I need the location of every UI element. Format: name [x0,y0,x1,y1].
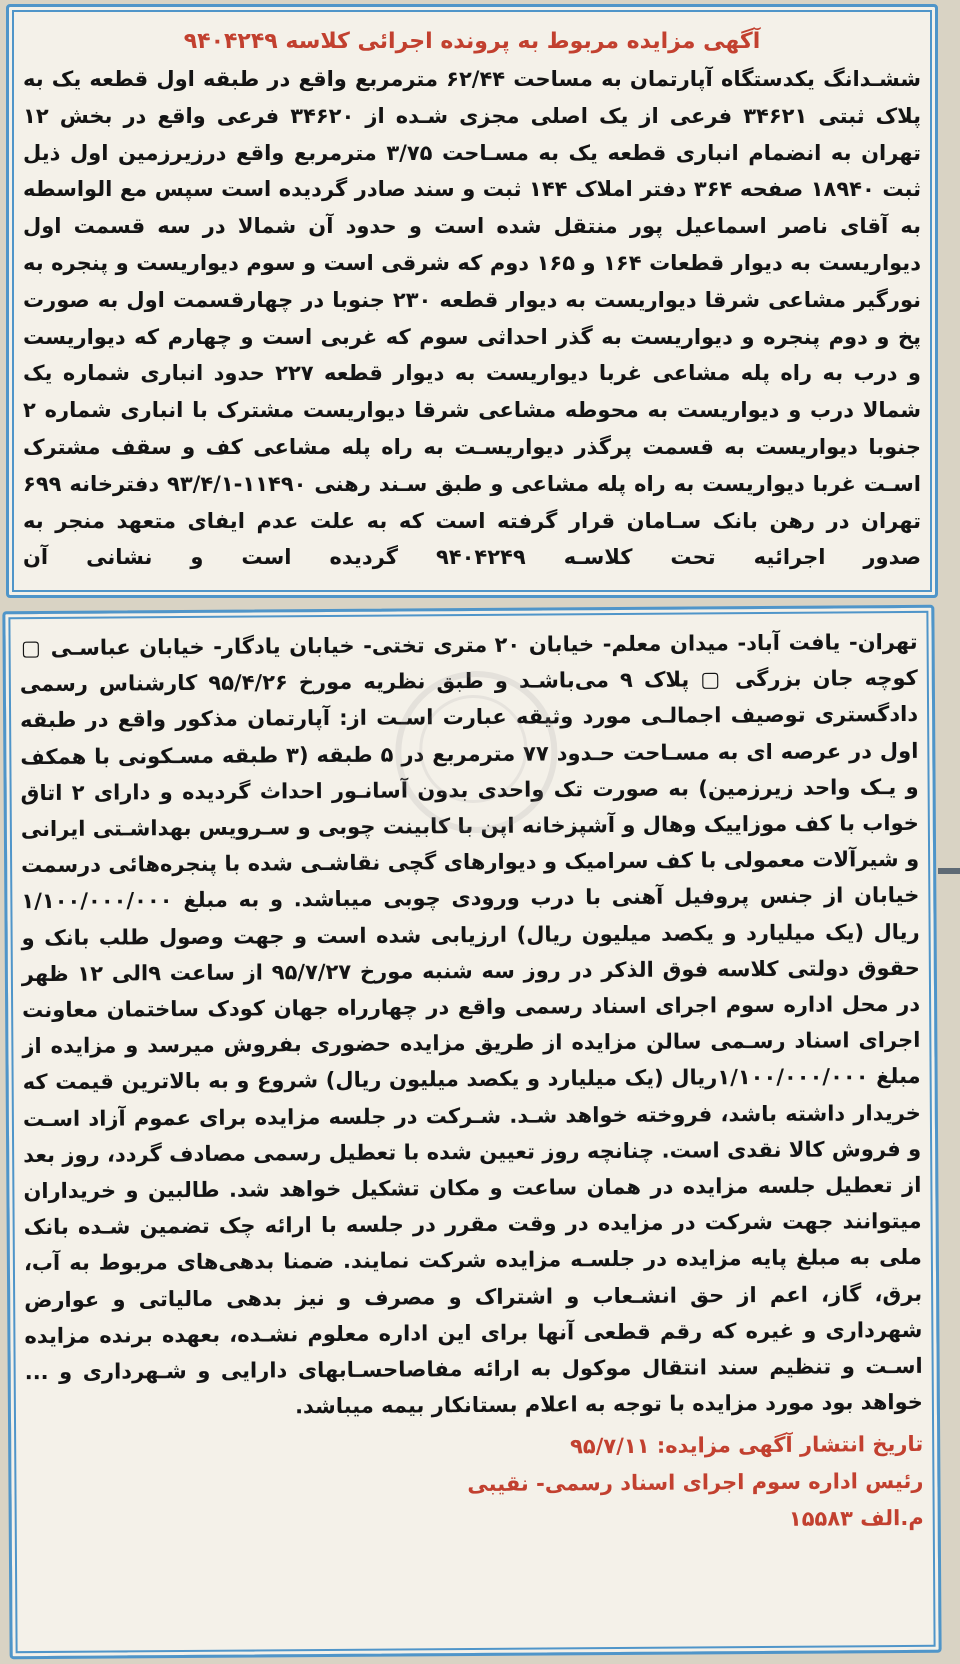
page-edge-mark [938,868,960,874]
notice-clipping-top [6,4,938,598]
notice-body-bottom: تهران- یافت آباد- میدان معلم- خیابان ۲۰ متری تختی- خیابان یادگار- خیابان عباسـی ▢ کوچه جان بزرگی ▢ پلاک ۹ می‌باشـد و طبق نظریه مورخ ۹۵/۴/۲۶ کارشناس رسمی دادگستری توصیف اجمالـی مورد وثیقه عبارت اسـت از: آپارتمان مذکور واقع در طبقه اول در عرصه ای به مسـاحت حـدود ۷۷ مترمربع در ۵ طبقه (۳ طبقه مسـکونی با همکف و یـک واحد زیرزمین) به صورت تک واحدی بدون آسانـور احداث گردیده و دارای ۲ اتاق خواب با کف موزاییک وهال و آشپزخانه اپن با کابینت چوبی و سـرویس بهداشـتی ایرانی و شیرآلات معمولی با کف سرامیک و دیوارهای گچی نقاشـی شده با پنجره‌هائی درسمت خیابان از جنس پروفیل آهنی با درب ورودی چوبی میباشد. و به مبلغ ۱/۱۰۰/۰۰۰/۰۰۰ ریال (یک میلیارد و یکصد میلیون ریال) ارزیابی شده است و جهت وصول طلب بانک و حقوق دولتی کلاسه فوق الذکر در روز سه شنبه مورخ ۹۵/۷/۲۷ از ساعت ۹الی ۱۲ ظهر در محل اداره سوم اجرای اسناد رسمی واقع در چهارراه جهان کودک ساختمان معاونت اجرای اسناد رسـمی سالن مزایده از طریق مزایده حضوری بفروش میرسد و مزایده از مبلغ ۱/۱۰۰/۰۰۰/۰۰۰ریال (یک میلیارد و یکصد میلیون ریال) شروع و به بالاترین قیمت که خریدار داشته باشد، فروخته خواهد شـد. شـرکت در جلسه مزایده برای عموم آزاد اسـت و فروش کالا نقدی است. چنانچه روز تعیین شده با تعطیل رسمی مصادف گردد، روز بعد از تعطیل جلسه مزایده در همان ساعت و مکان تشکیل خواهد شد. طالبین و خریداران میتوانند جهت شرکت در مزایده در وقت مقرر در جلسه با ارائه چک تضمین شـده بانک ملی به مبلغ پایه مزایده در جلسـه مزایده شرکت نمایند. ضمنا بدهی‌های مربوط به آب، برق، گاز، اعم از حق انشـعاب و اشتراک و مصرف و نیز بدهی مالیاتی و عوارض شهرداری و غیره که رقم قطعی آنها برای این اداره معلوم نشـده، بعهده برنده مزایده اسـت و تنظیم سند انتقال موکول به ارائه مفاصاحسـابهای دارایی و شـهرداری و ... خواهد بود مورد مزایده با توجه به اعلام بستانکار بیمه میباشد. [19,629,923,1419]
reference-code: م.الف ۱۵۵۸۳ [788,1506,924,1532]
publish-date: تاریخ انتشار آگهی مزایده: ۹۵/۷/۱۱ [569,1432,924,1459]
notice-title: آگهی مزایده مربوط به پرونده اجرائی کلاسه ۹۴۰۴۲۴۹ [183,29,761,54]
notice-body-top: ششـدانگ یکدستگاه آپارتمان به مساحت ۶۲/۴۴ مترمربع واقع در طبقه اول قطعه یک به پلاک ثبتی ۳۴۶۲۱ فرعی از یک اصلی مجزی شـده از ۳۴۶۲۰ فرعی واقع در بخش ۱۲ تهران به انضمام انباری قطعه یک به مسـاحت ۳/۷۵ مترمربع واقع درزیرزمین اول ذیل ثبت ۱۸۹۴۰ صفحه ۳۶۴ دفتر املاک ۱۴۴ ثبت و سند صادر گردیده است سپس مع الواسطه به آقای ناصر اسماعیل پور منتقل شده است و حدود آن شمالا در سه قسمت اول دیواریست به دیوار قطعات ۱۶۴ و ۱۶۵ دوم که شرقی است و سوم دیواریست و پنجره به نورگیر مشاعی شرقا دیواریست به دیوار قطعه ۲۳۰ جنوبا در چهارقسمت اول به صورت پخ و دوم پنجره و دیواریست به گذر احداثی سوم که غربی است و چهارم که دیواریست و درب به راه پله مشاعی غربا دیواریست به دیوار قطعه ۲۲۷ حدود انباری شماره یک شمالا درب و دیواریست به محوطه مشاعی شرقا دیواریست مشترک با انباری شماره ۲ جنوبا دیواریست به قسمت پرگذر دیواریسـت به راه پله مشاعی کف و سقف مشترک اسـت غربا دیواریست به راه پله مشاعی و طبق سـند رهنی ۱۱۴۹۰-۹۳/۴/۱ دفترخانه ۶۹۹ تهران در رهن بانک سـامان قرار گرفته است که به علت عدم ایفای متعهد منجر به صدور اجرائیه تحت کلاسـه ۹۴۰۴۲۴۹ گردیده است و نشانی آن [23,67,922,570]
signature-line: رئیس اداره سوم اجرای اسناد رسمی- نقیبی [467,1469,924,1497]
notice-footer [25,1426,924,1543]
notice-clipping-bottom [2,605,941,1659]
